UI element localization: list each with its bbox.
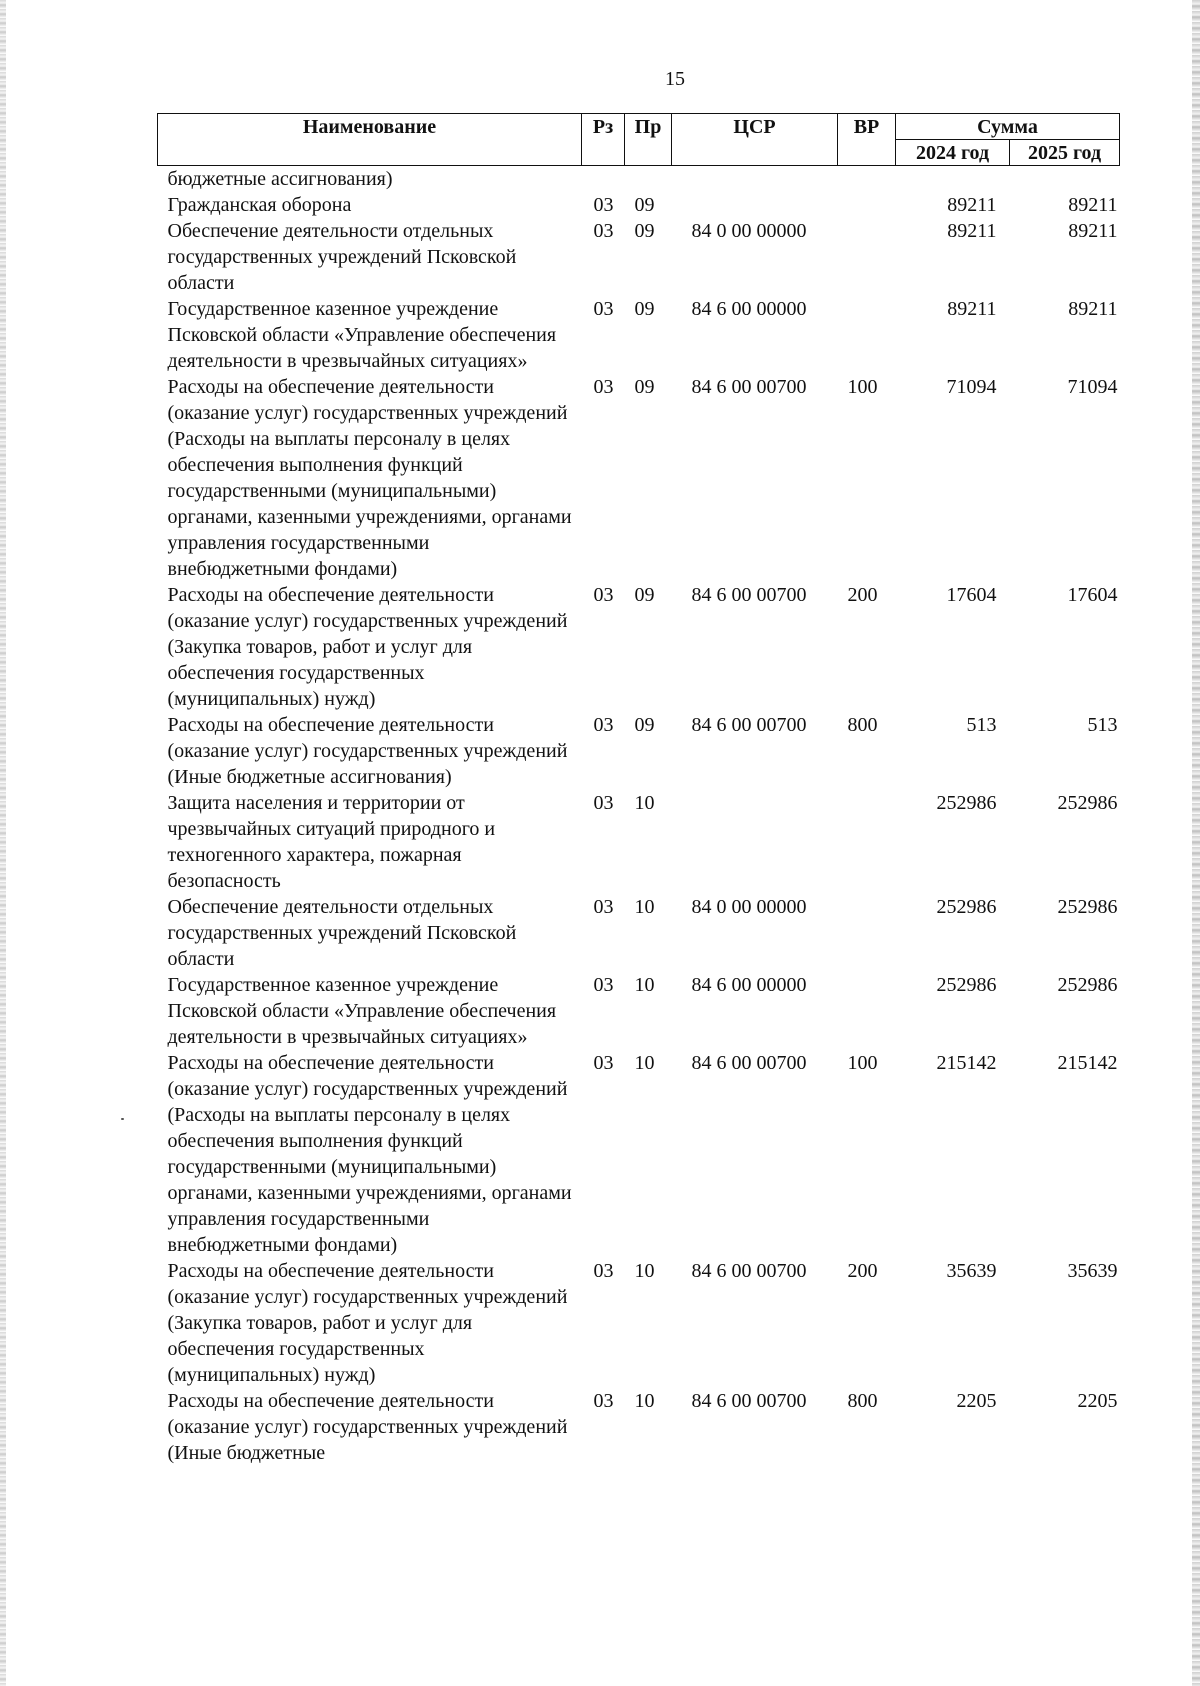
row-vr [838, 166, 896, 193]
row-sum-2024: 2205 [956, 1390, 997, 1412]
scan-speck [121, 1118, 124, 1120]
table-row [158, 1258, 1120, 1388]
row-sum-2024: 252986 [936, 792, 997, 814]
row-rz [582, 166, 625, 193]
row-csr [672, 166, 838, 193]
row-sum-2025: 252986 [1057, 974, 1118, 996]
row-sum-2025: 35639 [1067, 1260, 1118, 1282]
row-name: Гражданская оборона [167, 194, 352, 216]
row-vr [838, 296, 896, 374]
header-name: Наименование [158, 114, 582, 166]
row-name: Государственное казенное учреждение Псковской области «Управление обеспечения деятельности в чрезвычайных ситуациях» [167, 974, 557, 1048]
table-row [158, 1388, 1120, 1466]
row-vr [838, 790, 896, 894]
row-name: Обеспечение деятельности отдельных государственных учреждений Псковской области [167, 220, 517, 294]
row-pr [625, 166, 672, 193]
row-sum-2024: 71094 [946, 376, 997, 398]
header-rz: Рз [582, 114, 625, 166]
row-pr: 10 [634, 1390, 655, 1412]
header-vr: ВР [838, 114, 896, 166]
row-csr: 84 6 00 00700 [691, 1052, 807, 1074]
scan-edge-right [1192, 0, 1200, 1686]
row-sum-2025: 513 [1087, 714, 1118, 736]
row-sum-2024: 252986 [936, 896, 997, 918]
table-row [158, 166, 1120, 193]
row-sum-2024: 17604 [946, 584, 997, 606]
row-vr: 200 [847, 584, 878, 606]
row-sum-2025: 252986 [1057, 896, 1118, 918]
row-pr: 09 [634, 584, 655, 606]
table-header [158, 114, 1120, 166]
row-rz: 03 [593, 584, 614, 606]
row-name: Расходы на обеспечение деятельности (оказание услуг) государственных учреждений (Иные бюджетные [167, 1390, 568, 1464]
row-sum-2025: 89211 [1068, 298, 1118, 320]
row-csr [672, 790, 838, 894]
header-year-2025: 2025 год [1010, 140, 1120, 166]
row-pr: 09 [634, 714, 655, 736]
row-rz: 03 [593, 896, 614, 918]
row-csr: 84 0 00 00000 [691, 896, 807, 918]
row-csr: 84 6 00 00700 [691, 1260, 807, 1282]
row-sum-2025: 2205 [1077, 1390, 1118, 1412]
row-sum-2025: 17604 [1067, 584, 1118, 606]
row-rz: 03 [593, 714, 614, 736]
row-vr [838, 218, 896, 296]
row-sum-2025: 71094 [1067, 376, 1118, 398]
row-sum-2024: 89211 [947, 194, 997, 216]
row-sum-2024: 35639 [946, 1260, 997, 1282]
row-name: Расходы на обеспечение деятельности (оказание услуг) государственных учреждений (Закупка товаров, работ и услуг для обеспечения государственных (муниципальных) нужд) [167, 584, 568, 710]
row-vr: 800 [847, 1390, 878, 1412]
row-sum-2025: 89211 [1068, 194, 1118, 216]
table-row [158, 582, 1120, 712]
row-sum-2025: 252986 [1057, 792, 1118, 814]
row-rz: 03 [593, 1260, 614, 1282]
row-csr [672, 192, 838, 218]
row-name: Расходы на обеспечение деятельности (оказание услуг) государственных учреждений (Расходы на выплаты персоналу в целях обеспечения выполнения функций государственными (муниципальными) органами, казенными учреждениями, органами управления государственными внебюджетными фондами) [167, 376, 572, 580]
row-sum-2025: 215142 [1057, 1052, 1118, 1074]
row-vr [838, 894, 896, 972]
table-row [158, 296, 1120, 374]
row-sum-2024: 252986 [936, 974, 997, 996]
table-row [158, 894, 1120, 972]
row-rz: 03 [593, 974, 614, 996]
row-pr: 10 [634, 1052, 655, 1074]
row-rz: 03 [593, 1052, 614, 1074]
row-name: Обеспечение деятельности отдельных государственных учреждений Псковской области [167, 896, 517, 970]
table-row [158, 218, 1120, 296]
row-csr: 84 6 00 00700 [691, 584, 807, 606]
row-vr: 100 [847, 376, 878, 398]
row-vr: 100 [847, 1052, 878, 1074]
header-sum: Сумма [896, 114, 1120, 140]
row-csr: 84 6 00 00700 [691, 1390, 807, 1412]
row-vr: 200 [847, 1260, 878, 1282]
row-sum-2024: 215142 [936, 1052, 997, 1074]
row-name: Расходы на обеспечение деятельности (оказание услуг) государственных учреждений (Закупка товаров, работ и услуг для обеспечения государственных (муниципальных) нужд) [167, 1260, 568, 1386]
row-csr: 84 6 00 00700 [691, 376, 807, 398]
scan-edge-left [0, 0, 6, 1686]
table-row [158, 790, 1120, 894]
row-name: Защита населения и территории от чрезвычайных ситуаций природного и техногенного характера, пожарная безопасность [167, 792, 496, 892]
budget-table [157, 113, 1120, 1466]
row-rz: 03 [593, 1390, 614, 1412]
row-rz: 03 [593, 220, 614, 242]
row-pr: 10 [634, 1260, 655, 1282]
row-rz: 03 [593, 792, 614, 814]
row-sum-2024: 89211 [947, 298, 997, 320]
header-csr: ЦСР [672, 114, 838, 166]
row-rz: 03 [593, 298, 614, 320]
row-pr: 09 [634, 376, 655, 398]
row-pr: 09 [634, 298, 655, 320]
row-vr: 800 [847, 714, 878, 736]
row-sum-2024 [896, 166, 1010, 193]
row-rz: 03 [593, 194, 614, 216]
row-pr: 10 [634, 974, 655, 996]
row-rz: 03 [593, 376, 614, 398]
header-year-2024: 2024 год [896, 140, 1010, 166]
table-row [158, 192, 1120, 218]
row-vr [838, 972, 896, 1050]
row-csr: 84 6 00 00700 [691, 714, 807, 736]
row-name: Государственное казенное учреждение Псковской области «Управление обеспечения деятельности в чрезвычайных ситуациях» [167, 298, 557, 372]
table-row [158, 1050, 1120, 1258]
page-number: 15 [665, 68, 685, 90]
row-csr: 84 6 00 00000 [691, 974, 807, 996]
table-body [158, 166, 1120, 1467]
header-pr: Пр [625, 114, 672, 166]
row-sum-2024: 513 [966, 714, 997, 736]
row-pr: 09 [634, 194, 655, 216]
row-name: Расходы на обеспечение деятельности (оказание услуг) государственных учреждений (Иные бюджетные ассигнования) [167, 714, 568, 788]
table-row [158, 972, 1120, 1050]
row-name: Расходы на обеспечение деятельности (оказание услуг) государственных учреждений (Расходы на выплаты персоналу в целях обеспечения выполнения функций государственными (муниципальными) органами, казенными учреждениями, органами управления государственными внебюджетными фондами) [167, 1052, 572, 1256]
row-pr: 10 [634, 792, 655, 814]
table-row [158, 374, 1120, 582]
row-sum-2025: 89211 [1068, 220, 1118, 242]
row-csr: 84 6 00 00000 [691, 298, 807, 320]
row-csr: 84 0 00 00000 [691, 220, 807, 242]
row-pr: 09 [634, 220, 655, 242]
row-name: бюджетные ассигнования) [167, 168, 393, 190]
table-row [158, 712, 1120, 790]
row-pr: 10 [634, 896, 655, 918]
row-vr [838, 192, 896, 218]
row-sum-2024: 89211 [947, 220, 997, 242]
row-sum-2025 [1010, 166, 1120, 193]
